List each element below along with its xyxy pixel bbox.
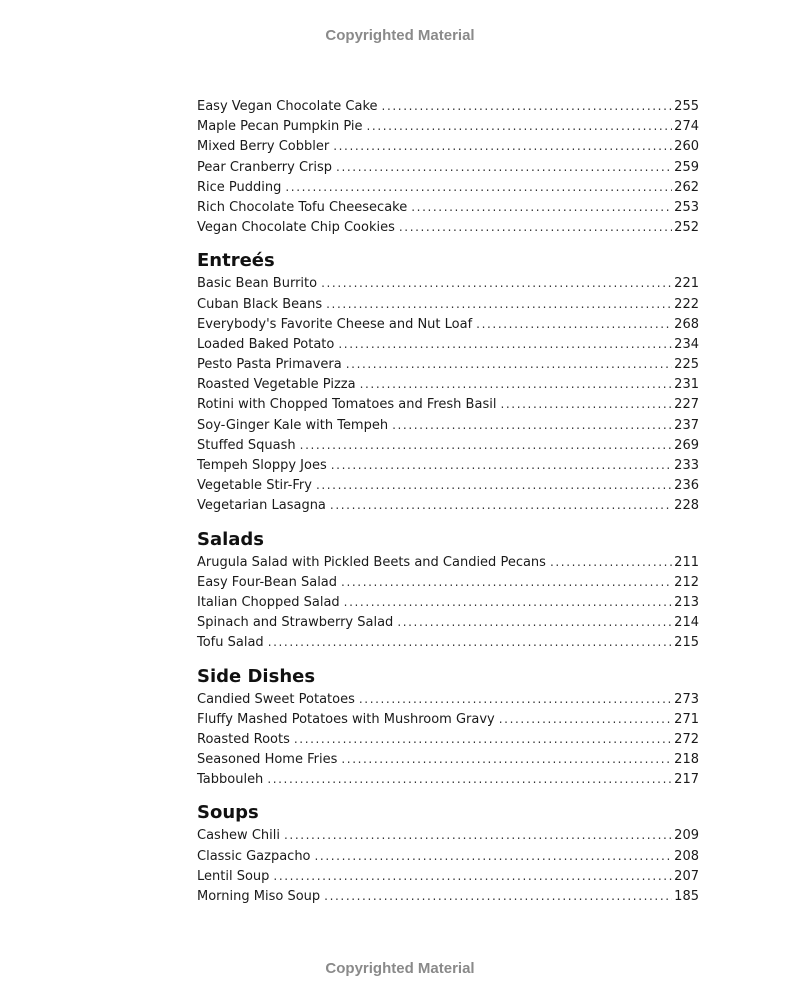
entry-title: Rice Pudding [197, 179, 282, 195]
entry-page-number: 217 [674, 772, 699, 788]
entry-title: Candied Sweet Potatoes [197, 691, 355, 707]
entry-page-number: 185 [674, 889, 699, 904]
index-entry [197, 197, 699, 217]
index-section [197, 664, 699, 790]
index-entry [197, 689, 699, 709]
entry-title: Spinach and Strawberry Salad [197, 615, 394, 631]
entry-page-number: 262 [674, 179, 699, 195]
dot-leader [338, 334, 672, 354]
dot-leader [500, 394, 672, 414]
dot-leader [346, 354, 672, 374]
index-entry [197, 495, 699, 515]
section-heading: Side Dishes [197, 665, 316, 687]
entry-title: Loaded Baked Potato [197, 336, 335, 352]
dot-leader [341, 749, 672, 769]
entry-title: Seasoned Home Fries [197, 752, 338, 768]
index-entry [197, 709, 699, 729]
entry-title: Pesto Pasta Primavera [197, 357, 342, 373]
index-entry [197, 273, 699, 293]
entry-page-number: 227 [674, 397, 699, 413]
index-entry [197, 825, 699, 845]
entry-title: Arugula Salad with Pickled Beets and Candied Pecans [197, 554, 546, 570]
entry-title: Basic Bean Burrito [197, 276, 318, 292]
index-entry [197, 749, 699, 769]
entry-page-number: 273 [674, 691, 699, 707]
entry-page-number: 272 [674, 731, 699, 747]
dot-leader [382, 96, 673, 116]
entry-page-number: 225 [674, 357, 699, 373]
dot-leader [273, 866, 672, 886]
dot-leader [268, 632, 672, 652]
entry-page-number: 214 [674, 615, 699, 631]
dot-leader [326, 294, 672, 314]
entry-page-number: 237 [674, 417, 699, 433]
dot-leader [331, 455, 672, 475]
continued-entries [197, 96, 699, 237]
entry-title: Stuffed Squash [197, 437, 296, 453]
index-entry [197, 177, 699, 197]
entry-page-number: 211 [674, 554, 699, 570]
index-entry [197, 475, 699, 495]
entry-page-number: 231 [674, 377, 699, 393]
dot-leader [476, 314, 672, 334]
entry-title: Easy Four-Bean Salad [197, 574, 338, 590]
index-entry [197, 116, 699, 136]
entry-page-number: 268 [674, 316, 699, 332]
entry-title: Mixed Berry Cobbler [197, 139, 330, 155]
section-heading: Salads [197, 528, 265, 550]
index-entry [197, 769, 699, 789]
entry-title: Tabbouleh [197, 772, 264, 788]
entry-page-number: 236 [674, 478, 699, 494]
index-entry [197, 334, 699, 354]
dot-leader [341, 572, 672, 592]
entry-title: Easy Vegan Chocolate Cake [197, 99, 378, 114]
entry-title: Cashew Chili [197, 828, 280, 844]
entry-title: Soy-Ginger Kale with Tempeh [197, 417, 389, 433]
index-entry [197, 846, 699, 866]
index-entry [197, 729, 699, 749]
dot-leader [360, 374, 673, 394]
dot-leader [294, 729, 672, 749]
dot-leader [366, 116, 672, 136]
entry-page-number: 209 [674, 828, 699, 844]
dot-leader [315, 846, 673, 866]
entry-page-number: 218 [674, 752, 699, 768]
index-entry [197, 394, 699, 414]
index-entry [197, 572, 699, 592]
entry-page-number: 228 [674, 498, 699, 514]
index-entry [197, 294, 699, 314]
entry-title: Pear Cranberry Crisp [197, 159, 333, 175]
entry-title: Maple Pecan Pumpkin Pie [197, 119, 363, 135]
dot-leader [300, 435, 673, 455]
index-entry [197, 136, 699, 156]
dot-leader [321, 273, 672, 293]
entry-page-number: 215 [674, 635, 699, 651]
entry-page-number: 255 [674, 99, 699, 114]
index-sections [197, 248, 699, 906]
entry-page-number: 207 [674, 868, 699, 884]
section-heading: Entreés [197, 250, 275, 272]
recipe-index [197, 96, 699, 906]
entry-title: Morning Miso Soup [197, 889, 321, 904]
entry-title: Tempeh Sloppy Joes [197, 458, 327, 473]
index-section [197, 248, 699, 515]
index-entry [197, 314, 699, 334]
entry-page-number: 259 [674, 159, 699, 175]
dot-leader [499, 709, 672, 729]
copyright-watermark-bottom: Copyrighted Material [325, 960, 475, 977]
index-entry [197, 632, 699, 652]
entry-title: Lentil Soup [197, 868, 270, 884]
dot-leader [285, 177, 672, 197]
index-entry [197, 374, 699, 394]
dot-leader [333, 136, 672, 156]
dot-leader [392, 415, 672, 435]
entry-title: Italian Chopped Salad [197, 594, 340, 610]
index-entry [197, 435, 699, 455]
dot-leader [411, 197, 672, 217]
entry-title: Roasted Roots [197, 731, 290, 747]
dot-leader [284, 825, 672, 845]
index-entry [197, 886, 699, 906]
dot-leader [316, 475, 672, 495]
dot-leader [359, 689, 672, 709]
entry-title: Tofu Salad [197, 635, 264, 651]
entry-page-number: 212 [674, 574, 699, 590]
entry-title: Everybody's Favorite Cheese and Nut Loaf [197, 316, 473, 332]
dot-leader [397, 612, 672, 632]
index-entry [197, 217, 699, 237]
entry-title: Fluffy Mashed Potatoes with Mushroom Gravy [197, 711, 495, 727]
entry-page-number: 271 [674, 711, 699, 727]
index-entry [197, 96, 699, 116]
dot-leader [267, 769, 672, 789]
entry-page-number: 213 [674, 594, 699, 610]
index-entry [197, 612, 699, 632]
entry-page-number: 234 [674, 336, 699, 352]
index-entry [197, 415, 699, 435]
entry-page-number: 233 [674, 458, 699, 473]
copyright-watermark-top: Copyrighted Material [325, 27, 475, 44]
index-entry [197, 552, 699, 572]
entry-title: Classic Gazpacho [197, 848, 311, 864]
dot-leader [330, 495, 672, 515]
index-entry [197, 455, 699, 475]
entry-title: Rich Chocolate Tofu Cheesecake [197, 199, 408, 215]
index-entry [197, 354, 699, 374]
entry-page-number: 222 [674, 296, 699, 312]
dot-leader [336, 157, 672, 177]
entry-page-number: 269 [674, 437, 699, 453]
entry-page-number: 252 [674, 220, 699, 236]
entry-title: Rotini with Chopped Tomatoes and Fresh Basil [197, 397, 497, 413]
index-section [197, 527, 699, 653]
entry-page-number: 253 [674, 199, 699, 215]
entry-page-number: 274 [674, 119, 699, 135]
dot-leader [399, 217, 672, 237]
dot-leader [324, 886, 672, 906]
entry-title: Vegetable Stir-Fry [197, 478, 312, 494]
index-entry [197, 866, 699, 886]
entry-title: Cuban Black Beans [197, 296, 323, 312]
index-section [197, 800, 699, 906]
entry-page-number: 221 [674, 276, 699, 292]
entry-page-number: 208 [674, 848, 699, 864]
entry-title: Vegan Chocolate Chip Cookies [197, 220, 395, 236]
entry-title: Vegetarian Lasagna [197, 498, 326, 514]
index-entry [197, 157, 699, 177]
entry-title: Roasted Vegetable Pizza [197, 377, 356, 393]
index-entry [197, 592, 699, 612]
entry-page-number: 260 [674, 139, 699, 155]
dot-leader [550, 552, 672, 572]
dot-leader [344, 592, 673, 612]
section-heading: Soups [197, 802, 259, 824]
